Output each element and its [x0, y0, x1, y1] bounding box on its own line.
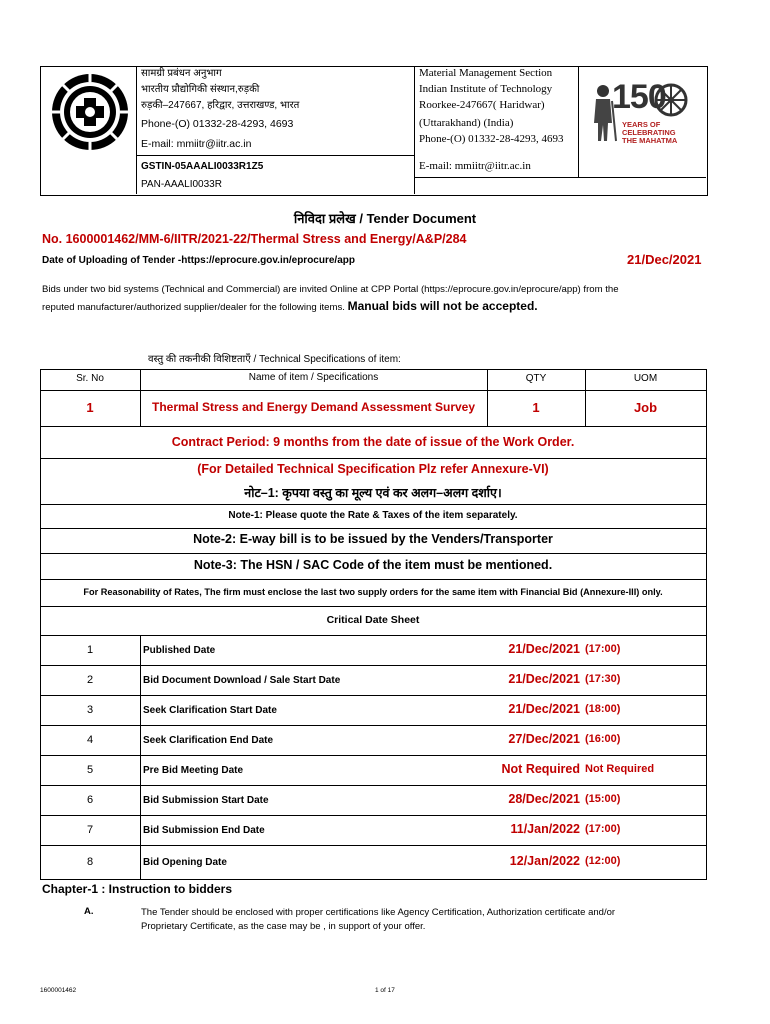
critical-date-value: 12/Jan/2022 — [509, 854, 580, 868]
reasonability-note: For Reasonability of Rates, The firm must enclose the last two supply orders for the same item with Financial Bid (Annexure-III) only. — [83, 587, 663, 597]
critical-date-label: Published Date — [143, 645, 216, 656]
table-rule — [40, 845, 706, 846]
table-rule — [40, 725, 706, 726]
header-rule — [136, 155, 414, 156]
charkha-wheel-icon — [654, 83, 688, 117]
critical-date-time: (17:00) — [585, 643, 621, 655]
critical-date-sr: 5 — [86, 764, 94, 776]
critical-date-time: Not Required — [585, 763, 655, 775]
hindi-institute-name: भारतीय प्रौद्योगिकी संस्थान,रुड़की — [141, 84, 260, 95]
critical-date-value: 21/Dec/2021 — [508, 702, 580, 716]
critical-date-sr: 7 — [86, 824, 94, 836]
header-divider — [578, 66, 579, 177]
right-phone: Phone-(O) 01332-28-4293, 4693 — [419, 133, 564, 145]
critical-date-sr: 1 — [86, 644, 94, 656]
institute-name: Indian Institute of Technology — [419, 83, 553, 95]
critical-date-sr: 8 — [86, 856, 94, 868]
contract-period: Contract Period: 9 months from the date of issue of the Work Order. — [171, 435, 575, 449]
critical-date-label: Pre Bid Meeting Date — [143, 765, 244, 776]
table-rule — [40, 665, 706, 666]
pan-number: PAN-AAALI0033R — [141, 179, 222, 190]
chapter-title: Chapter-1 : Instruction to bidders — [42, 882, 233, 896]
item-name: Thermal Stress and Energy Demand Assessment Survey — [151, 400, 476, 414]
page-title: निविदा प्रलेख / Tender Document — [293, 211, 477, 226]
critical-date-time: (18:00) — [585, 703, 621, 715]
gandhi-150-emblem — [584, 77, 700, 155]
header-qty: QTY — [525, 373, 547, 384]
critical-date-title: Critical Date Sheet — [326, 614, 420, 626]
critical-date-sr: 6 — [86, 794, 94, 806]
critical-date-time: (15:00) — [585, 793, 621, 805]
header-sr-no: Sr. No — [76, 373, 104, 384]
state-line: (Uttarakhand) (India) — [419, 117, 514, 129]
critical-date-sr: 2 — [86, 674, 94, 686]
table-rule — [40, 579, 706, 580]
table-rule — [40, 553, 706, 554]
hindi-address: रुड़की–247667, हरिद्वार, उत्तराखण्ड, भारत — [141, 100, 300, 111]
table-rule — [40, 606, 706, 607]
table-rule — [40, 695, 706, 696]
critical-date-value: Not Required — [501, 762, 580, 776]
footer-page-number: 1 of 17 — [375, 987, 395, 994]
left-phone: Phone-(O) 01332-28-4293, 4693 — [141, 118, 294, 130]
intro-text-line1: Bids under two bid systems (Technical and Commercial) are invited Online at CPP Portal (https://eprocure.gov.in/eprocure/app) from the — [42, 284, 619, 295]
footer-doc-id: 1600001462 — [40, 987, 77, 994]
emblem-number: 150 — [612, 78, 666, 116]
critical-date-value: 11/Jan/2022 — [510, 822, 580, 836]
chapter-item-label: A. — [84, 906, 94, 917]
table-rule — [706, 369, 707, 880]
annexure-reference: (For Detailed Technical Specification Plz refer Annexure-VI) — [197, 462, 549, 476]
critical-date-time: (16:00) — [585, 733, 621, 745]
critical-date-value: 21/Dec/2021 — [508, 672, 580, 686]
table-rule — [40, 815, 706, 816]
header-divider — [136, 66, 137, 194]
table-rule — [40, 504, 706, 505]
item-sr-no: 1 — [86, 400, 94, 415]
header-rule — [414, 177, 706, 178]
manual-bids-note: Manual bids will not be accepted. — [347, 299, 538, 313]
header-item-name: Name of item / Specifications — [248, 372, 379, 383]
chapter-item-line2: Proprietary Certificate, as the case may be , in support of your offer. — [141, 921, 426, 932]
table-rule — [140, 635, 141, 880]
upload-date: 21/Dec/2021 — [627, 252, 702, 267]
table-rule — [40, 528, 706, 529]
critical-date-label: Bid Submission Start Date — [143, 795, 269, 806]
gstin-number: GSTIN-05AAALI0033R1Z5 — [141, 161, 264, 172]
item-uom: Job — [633, 400, 658, 415]
critical-date-label: Seek Clarification Start Date — [143, 705, 277, 716]
table-rule — [40, 785, 706, 786]
critical-date-time: (17:00) — [585, 823, 621, 835]
note3: Note-3: The HSN / SAC Code of the item must be mentioned. — [193, 558, 553, 572]
critical-date-time: (12:00) — [585, 855, 621, 867]
table-rule — [40, 879, 706, 880]
emblem-celebrating: CELEBRATING — [622, 128, 676, 137]
intro-text-line2-text: reputed manufacturer/authorized supplier/dealer for the following items. — [42, 302, 345, 313]
critical-date-label: Bid Opening Date — [143, 857, 227, 868]
table-rule — [40, 755, 706, 756]
right-email: E-mail: mmiitr@iitr.ac.in — [419, 160, 531, 172]
item-qty: 1 — [532, 400, 540, 415]
chapter-item-line1: The Tender should be enclosed with proper certifications like Agency Certification, Authorization certificate and/or — [141, 907, 616, 918]
spec-caption: वस्तु की तकनीकी विशिष्टताएँ / Technical Specifications of item: — [148, 354, 401, 365]
intro-text-line2 — [42, 299, 538, 315]
critical-date-value: 21/Dec/2021 — [508, 642, 580, 656]
emblem-years: YEARS OF — [622, 120, 661, 129]
critical-date-label: Bid Submission End Date — [143, 825, 265, 836]
section-name: Material Management Section — [419, 67, 553, 79]
table-rule — [40, 458, 706, 459]
critical-date-label: Seek Clarification End Date — [143, 735, 274, 746]
note1-hindi: नोट–1: कृपया वस्तु का मूल्य एवं कर अलग–अलग दर्शाए। — [244, 486, 502, 500]
iitr-logo-icon — [50, 72, 130, 152]
upload-label: Date of Uploading of Tender -https://eprocure.gov.in/eprocure/app — [42, 255, 355, 266]
note1: Note-1: Please quote the Rate & Taxes of the item separately. — [228, 510, 518, 521]
critical-date-sr: 3 — [86, 704, 94, 716]
critical-date-time: (17:30) — [585, 673, 621, 685]
address-line: Roorkee-247667( Haridwar) — [419, 99, 545, 111]
table-rule — [40, 390, 706, 391]
header-divider — [414, 66, 415, 194]
table-rule — [40, 426, 706, 427]
header-uom: UOM — [633, 373, 658, 384]
tender-number: No. 1600001462/MM-6/IITR/2021-22/Thermal Stress and Energy/A&P/284 — [42, 232, 467, 246]
critical-date-value: 27/Dec/2021 — [508, 732, 580, 746]
critical-date-label: Bid Document Download / Sale Start Date — [143, 675, 341, 686]
left-email: E-mail: mmiitr@iitr.ac.in — [141, 138, 252, 150]
emblem-mahatma: THE MAHATMA — [622, 136, 678, 145]
hindi-section-name: सामग्री प्रबंधन अनुभाग — [141, 68, 222, 79]
note2: Note-2: E-way bill is to be issued by the Venders/Transporter — [193, 532, 553, 546]
critical-date-value: 28/Dec/2021 — [508, 792, 580, 806]
critical-date-sr: 4 — [86, 734, 94, 746]
